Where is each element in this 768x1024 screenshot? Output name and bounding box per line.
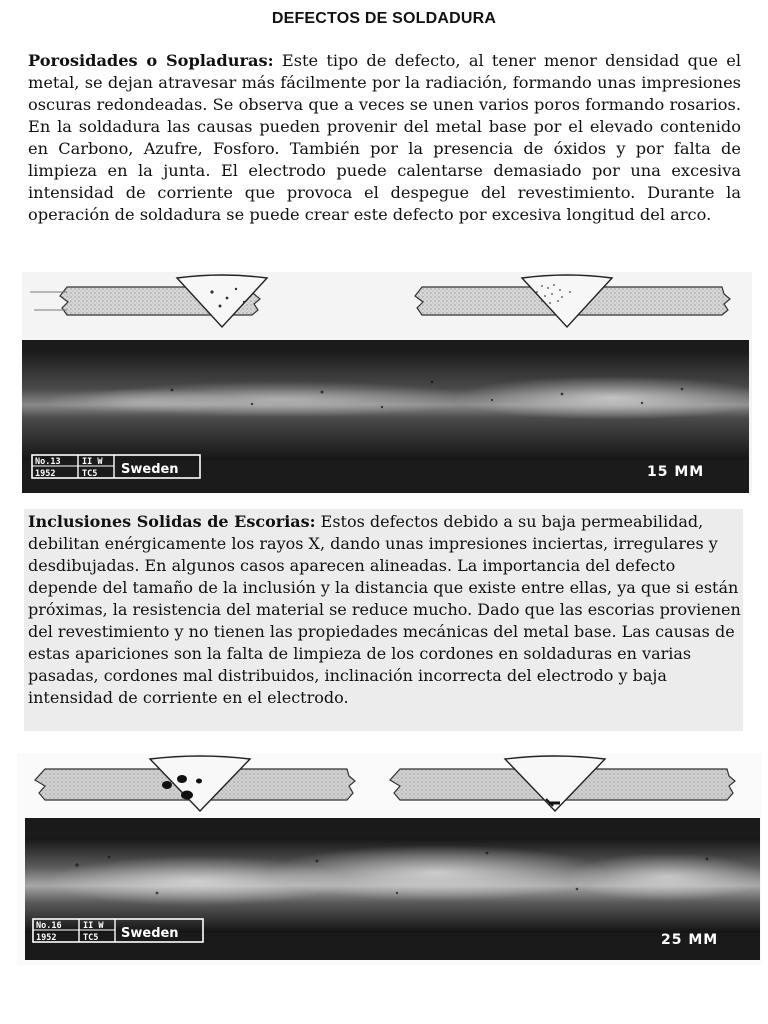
slag-sketch-right [390, 756, 735, 811]
porosity-figure [22, 272, 752, 493]
slag-heading: Inclusiones Solidas de Escorias: [28, 512, 316, 531]
badge-tc: TC5 [83, 933, 99, 943]
badge-country: Sweden [121, 926, 179, 941]
slag-body: Estos defectos debido a su baja permeabilidad, debilitan enérgicamente los rayos X, dando unas impresiones inciertas, irregulares y desdibujadas. En algunos casos aparecen alineadas. La importancia del defecto depende del tamaño de la inclusión y la distancia que existe entre ellas, ya que si están próximas, la resistencia del material se reduce mucho. Dado que las escorias provienen del revestimiento y no tienen las propiedades mecánicas del metal base. Las causas de estas apariciones son la falta de limpieza de los cordones en soldaduras en varias pasadas, cordones mal distribuidos, inclinación incorrecta del electrodo y baja intensidad de corriente en el electrodo. [28, 512, 741, 707]
slag-sketch-left [35, 756, 355, 811]
slag-paragraph [24, 509, 743, 731]
slag-figure [17, 753, 762, 965]
badge-year: 1952 [35, 469, 56, 479]
badge-iiw: II W [82, 457, 103, 467]
badge-number: No.16 [36, 921, 62, 931]
scale-label: 25 MM [661, 932, 719, 948]
porosity-sketch-right [415, 275, 730, 327]
slag-radiograph [25, 818, 762, 960]
scale-label: 15 MM [647, 464, 705, 480]
badge-year: 1952 [36, 933, 57, 943]
porosity-paragraph [28, 50, 741, 226]
badge-number: No.13 [35, 457, 61, 467]
badge-tc: TC5 [82, 469, 98, 479]
porosity-heading: Porosidades o Sopladuras: [28, 51, 274, 70]
porosity-body: Este tipo de defecto, al tener menor densidad que el metal, se dejan atravesar más fácilmente por la radiación, formando unas impresiones oscuras redondeadas. Se observa que a veces se unen varios poros formando rosarios. En la soldadura las causas pueden provenir del metal base por el elevado contenido en Carbono, Azufre, Fosforo. También por la presencia de óxidos y por falta de limpieza en la junta. El electrodo puede calentarse demasiado por una excesiva intensidad de corriente que provoca el despegue del revestimiento. Durante la operación de soldadura se puede crear este defecto por excesiva longitud del arco. [28, 51, 741, 224]
badge-iiw: II W [83, 921, 104, 931]
porosity-sketch-left [30, 275, 267, 327]
porosity-radiograph [22, 340, 752, 493]
badge-country: Sweden [121, 462, 179, 477]
page-title: DEFECTOS DE SOLDADURA [271, 10, 497, 27]
